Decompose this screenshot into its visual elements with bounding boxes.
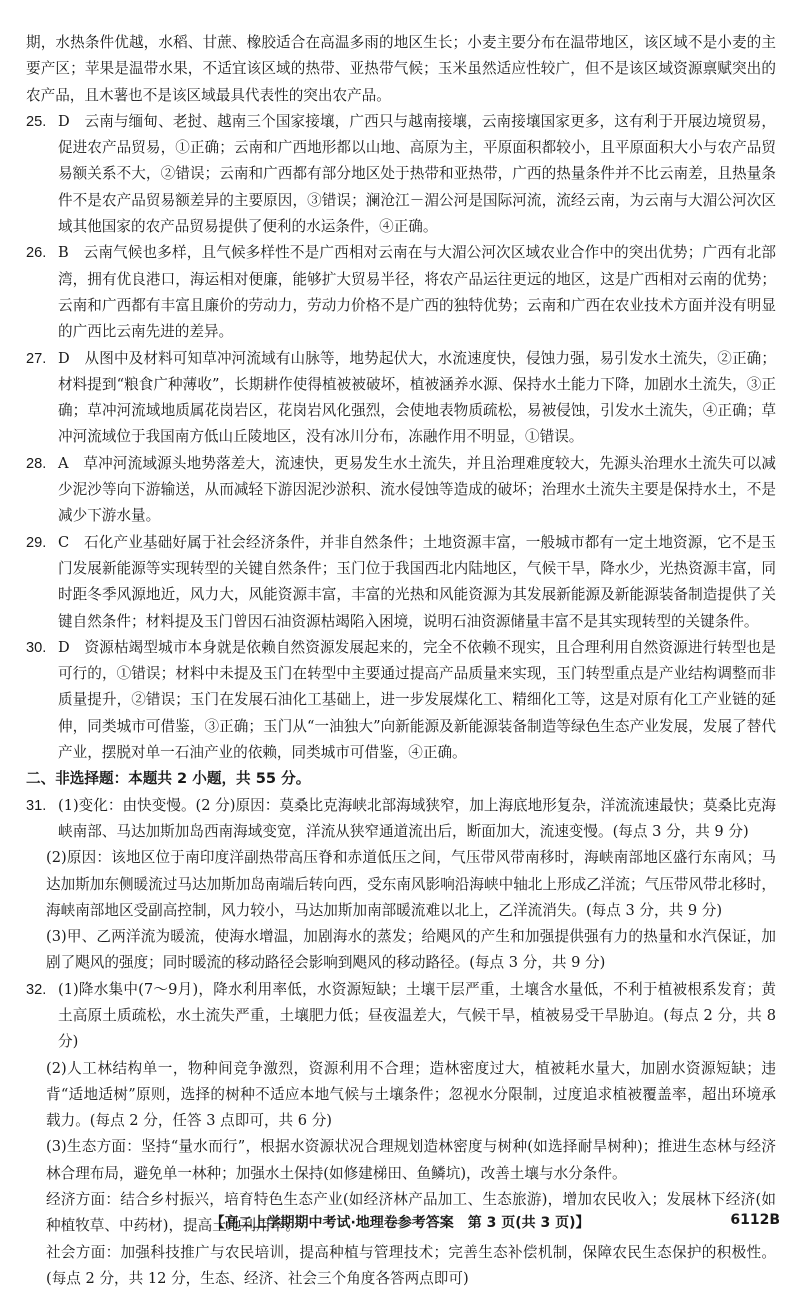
q31-part-1: [26, 793, 776, 846]
q32-part-3-society: 社会方面：加强科技推广与农民培训，提高种植与管理技术；完善生态补偿机制，保障农民生态保护的积极性。(每点 2 分，共 12 分，生态、经济、社会三个角度各答两点即可): [46, 1243, 776, 1287]
answer-26: [26, 240, 776, 345]
q32-part-2: (2)人工林结构单一，物种间竞争激烈，资源利用不合理；造林密度过大，植被耗水量大，加剧水资源短缺；违背“适地适树”原则，选择的树种不适应本地气候与土壤条件；忽视水分限制，过度追求植被覆盖率，超出环境承载力。(每点 2 分，任答 3 点即可，共 6 分): [46, 1059, 776, 1130]
answer-page: [26, 30, 776, 1292]
answer-number: 29.: [26, 534, 47, 551]
answer-text: D 从图中及材料可知草冲河流域有山脉等，地势起伏大，水流速度快，侵蚀力强，易引发水土流失，②正确；材料提到“粮食广种薄收”，长期耕作使得植被被破坏，植被涵养水源、保持水土能力下降，加剧水土流失，③正确；草冲河流域地质属花岗岩区，花岗岩风化强烈，会使地表物质疏松，易被侵蚀，引发水土流失，④正确；草冲河流域位于我国南方低山丘陵地区，没有冰川分布，冻融作用不明显，①错误。: [58, 349, 776, 446]
q32-part-3-economy: 经济方面：结合乡村振兴，培育特色生态产业(如经济林产品加工、生态旅游)，增加农民收入；发展林下经济(如种植牧草、中药材)，提高土地利用率。: [46, 1191, 776, 1235]
answer-text: C 石化产业基础好属于社会经济条件，并非自然条件；土地资源丰富，一般城市都有一定土地资源，它不是玉门发展新能源等实现转型的关键自然条件；玉门位于我国西北内陆地区，气候干旱，降水少，光热资源丰富，同时距冬季风源地近，风力大，风能资源丰富，丰富的光热和风能资源为其发展新能源及新能源装备制造提供了关键自然条件；材料提及玉门曾因石油资源枯竭陷入困境，说明石油资源储量丰富不是其实现转型的关键条件。: [58, 533, 776, 630]
question-32: [26, 977, 776, 1292]
page-footer: [0, 1212, 800, 1236]
answer-number: 25.: [26, 113, 47, 130]
question-number: 31.: [26, 797, 47, 814]
q32-part-3-ecology: (3)生态方面：坚持“量水而行”，根据水资源状况合理规划造林密度与树种(如选择耐旱树种)；推进生态林与经济林合理布局，避免单一林种；加强水土保持(如修建梯田、鱼鳞坑)，改善土壤与水分条件。: [46, 1138, 776, 1182]
answer-29: [26, 530, 776, 635]
answer-number: 27.: [26, 350, 47, 367]
q32-part-1-text: (1)降水集中(7～9月)，降水利用率低，水资源短缺；土壤干层严重，土壤含水量低，不利于植被根系发育；黄土高原土质疏松，水土流失严重，土壤肥力低；昼夜温差大，气候干旱，植被易受干旱胁迫。(每点 2 分，共 8 分): [58, 980, 776, 1051]
question-31: [26, 793, 776, 977]
answer-text: D 云南与缅甸、老挝、越南三个国家接壤，广西只与越南接壤，云南接壤国家更多，这有利于开展边境贸易，促进农产品贸易，①正确；云南和广西地形都以山地、高原为主，平原面积都较小，且平原面积大小与农产品贸易额关系不大，②错误；云南和广西都有部分地区处于热带和亚热带，广西的热量条件并不比云南差，且热量条件不是农产品贸易额差异的主要原因，③错误；澜沧江－湄公河是国际河流，流经云南，为云南与大湄公河次区域其他国家的农产品贸易提供了便利的水运条件，④正确。: [58, 112, 776, 236]
answer-text: D 资源枯竭型城市本身就是依赖自然资源发展起来的，完全不依赖不现实，且合理利用自然资源进行转型也是可行的，①错误；材料中未提及玉门在转型中主要通过提高产品质量来实现，玉门转型重点是产业结构调整而非质量提升，②错误；玉门在发展石油化工基础上，进一步发展煤化工、精细化工等，这是对原有化工产业链的延伸，同类城市可借鉴，③正确；玉门从“一油独大”向新能源及新能源装备制造等绿色生态产业发展，发展了替代产业，摆脱对单一石油产业的依赖，同类城市可借鉴，④正确。: [58, 638, 776, 762]
answer-number: 26.: [26, 245, 47, 262]
question-number: 32.: [26, 981, 47, 998]
answer-30: [26, 635, 776, 766]
q31-part-1-text: (1)变化：由快变慢。(2 分)原因：莫桑比克海峡北部海域狭窄，加上海底地形复杂，洋流流速最快；莫桑比克海峡南部、马达加斯加岛西南海域变宽，洋流从狭窄通道流出后，断面加大，流速变慢。(每点 3 分，共 9 分): [58, 796, 776, 840]
answer-number: 30.: [26, 639, 47, 656]
section-heading: 二、非选择题：本题共 2 小题，共 55 分。: [26, 770, 311, 788]
answer-number: 28.: [26, 455, 47, 472]
footer-title: 【高二上学期期中考试·地理卷参考答案 第 3 页(共 3 页)】: [210, 1215, 590, 1231]
answer-text: B 云南气候也多样，且气候多样性不是广西相对云南在与大湄公河次区域农业合作中的突出优势；广西有北部湾，拥有优良港口，海运相对便廉，能够扩大贸易半径，将农产品运往更远的地区，这是广西相对云南的优势；云南和广西都有丰富且廉价的劳动力，劳动力价格不是广西的独特优势；云南和广西在农业技术方面并没有明显的广西比云南先进的差异。: [58, 244, 776, 341]
intro-paragraph: 期，水热条件优越，水稻、甘蔗、橡胶适合在高温多雨的地区生长；小麦主要分布在温带地区，该区域不是小麦的主要产区；苹果是温带水果，不适宜该区域的热带、亚热带气候；玉米虽然适应性较广，但不是该区域资源禀赋突出的农产品，且木薯也不是该区域最具代表性的突出农产品。: [26, 34, 776, 104]
q31-part-2: (2)原因：该地区位于南印度洋副热带高压脊和赤道低压之间，气压带风带南移时，海峡南部地区盛行东南风；马达加斯加东侧暖流过马达加斯加岛南端后转向西，受东南风影响沿海峡中轴北上形成乙洋流；气压带风带北移时，海峡南部地区受副高控制，风力较小，马达加斯加南部暖流难以北上，乙洋流消失。(每点 3 分，共 9 分): [46, 849, 776, 919]
multiple-choice-answers: [26, 109, 776, 766]
q31-part-3: (3)甲、乙两洋流为暖流，使海水增温，加剧海水的蒸发；给飓风的产生和加强提供强有力的热量和水汽保证，加剧了飓风的强度；同时暖流的移动路径会影响到飓风的移动路径。(每点 3 分，共 9 分): [46, 928, 776, 972]
answer-28: [26, 451, 776, 530]
footer-code: 6112B: [730, 1212, 780, 1228]
answer-text: A 草冲河流域源头地势落差大，流速快，更易发生水土流失，并且治理难度较大，先源头治理水土流失可以减少泥沙等向下游输送，从而减轻下游因泥沙淤积、流水侵蚀等造成的破坏；治理水土流失主要是保持水土，不是减少下游水量。: [58, 454, 776, 525]
answer-27: [26, 346, 776, 451]
answer-25: [26, 109, 776, 240]
q32-part-1: [26, 977, 776, 1056]
